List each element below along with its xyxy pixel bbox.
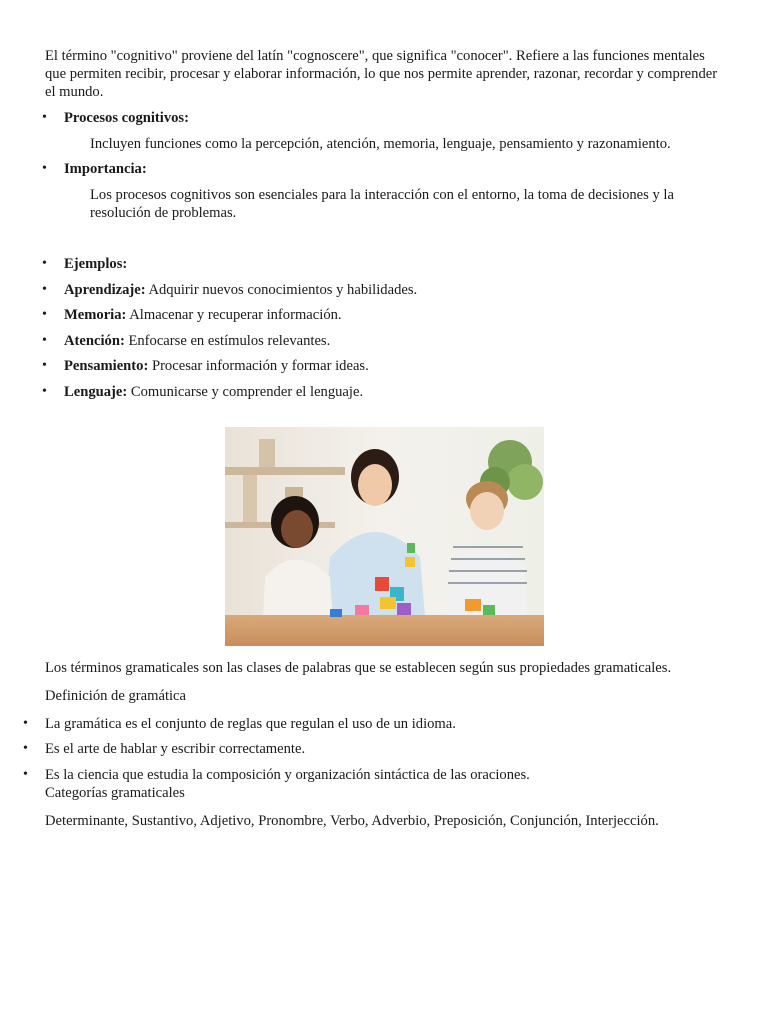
bullet-procesos xyxy=(64,109,724,127)
item-term: Atención: xyxy=(64,333,125,349)
list-item xyxy=(64,306,724,324)
item-desc: Almacenar y recuperar información. xyxy=(126,307,342,323)
item-term: Pensamiento: xyxy=(64,358,149,374)
ejemplos-title: Ejemplos: xyxy=(64,256,128,272)
item-desc: Procesar información y formar ideas. xyxy=(148,358,369,374)
photo-teacher-children-blocks xyxy=(225,427,544,646)
photo-illustration xyxy=(225,427,544,646)
list-item: • Es el arte de hablar y escribir correctamente. xyxy=(45,740,725,758)
categorias-title: Categorías gramaticales xyxy=(45,785,185,801)
item-desc: Adquirir nuevos conocimientos y habilidades. xyxy=(145,282,418,298)
item-term: Memoria: xyxy=(64,307,127,323)
procesos-text: Incluyen funciones como la percepción, atención, memoria, lenguaje, pensamiento y razonamiento. xyxy=(90,136,671,152)
gramatica-intro: Los términos gramaticales son las clases de palabras que se establecen según sus propiedades gramaticales. xyxy=(45,660,672,676)
item-term: Aprendizaje: xyxy=(64,282,146,298)
item-desc: Comunicarse y comprender el lenguaje. xyxy=(127,384,364,400)
bullet-importancia xyxy=(64,160,724,178)
list-item: • Es la ciencia que estudia la composición y organización sintáctica de las oraciones. xyxy=(45,766,725,784)
list-item xyxy=(64,281,724,299)
list-item xyxy=(64,383,724,401)
list-item xyxy=(64,332,724,350)
item-term: Lenguaje: xyxy=(64,384,128,400)
definicion-title: Definición de gramática xyxy=(45,688,187,704)
bullet-ejemplos xyxy=(64,255,724,273)
importancia-text: Los procesos cognitivos son esenciales para la interacción con el entorno, la toma de decisiones y la resolución de problemas. xyxy=(90,187,674,221)
categorias-list: Determinante, Sustantivo, Adjetivo, Pronombre, Verbo, Adverbio, Preposición, Conjunción, Interjección. xyxy=(45,813,659,829)
importancia-title: Importancia: xyxy=(64,161,147,177)
list-item xyxy=(64,357,724,375)
item-desc: Enfocarse en estímulos relevantes. xyxy=(124,333,331,349)
list-item: • La gramática es el conjunto de reglas que regulan el uso de un idioma. xyxy=(45,715,725,733)
procesos-title: Procesos cognitivos: xyxy=(64,110,189,126)
intro-paragraph: El término "cognitivo" proviene del latín "cognoscere", que significa "conocer". Refiere a las funciones mentales que permiten recibir, procesar y elaborar información, lo que nos permite aprender, razonar, recordar y comprender el mundo. xyxy=(45,48,718,100)
